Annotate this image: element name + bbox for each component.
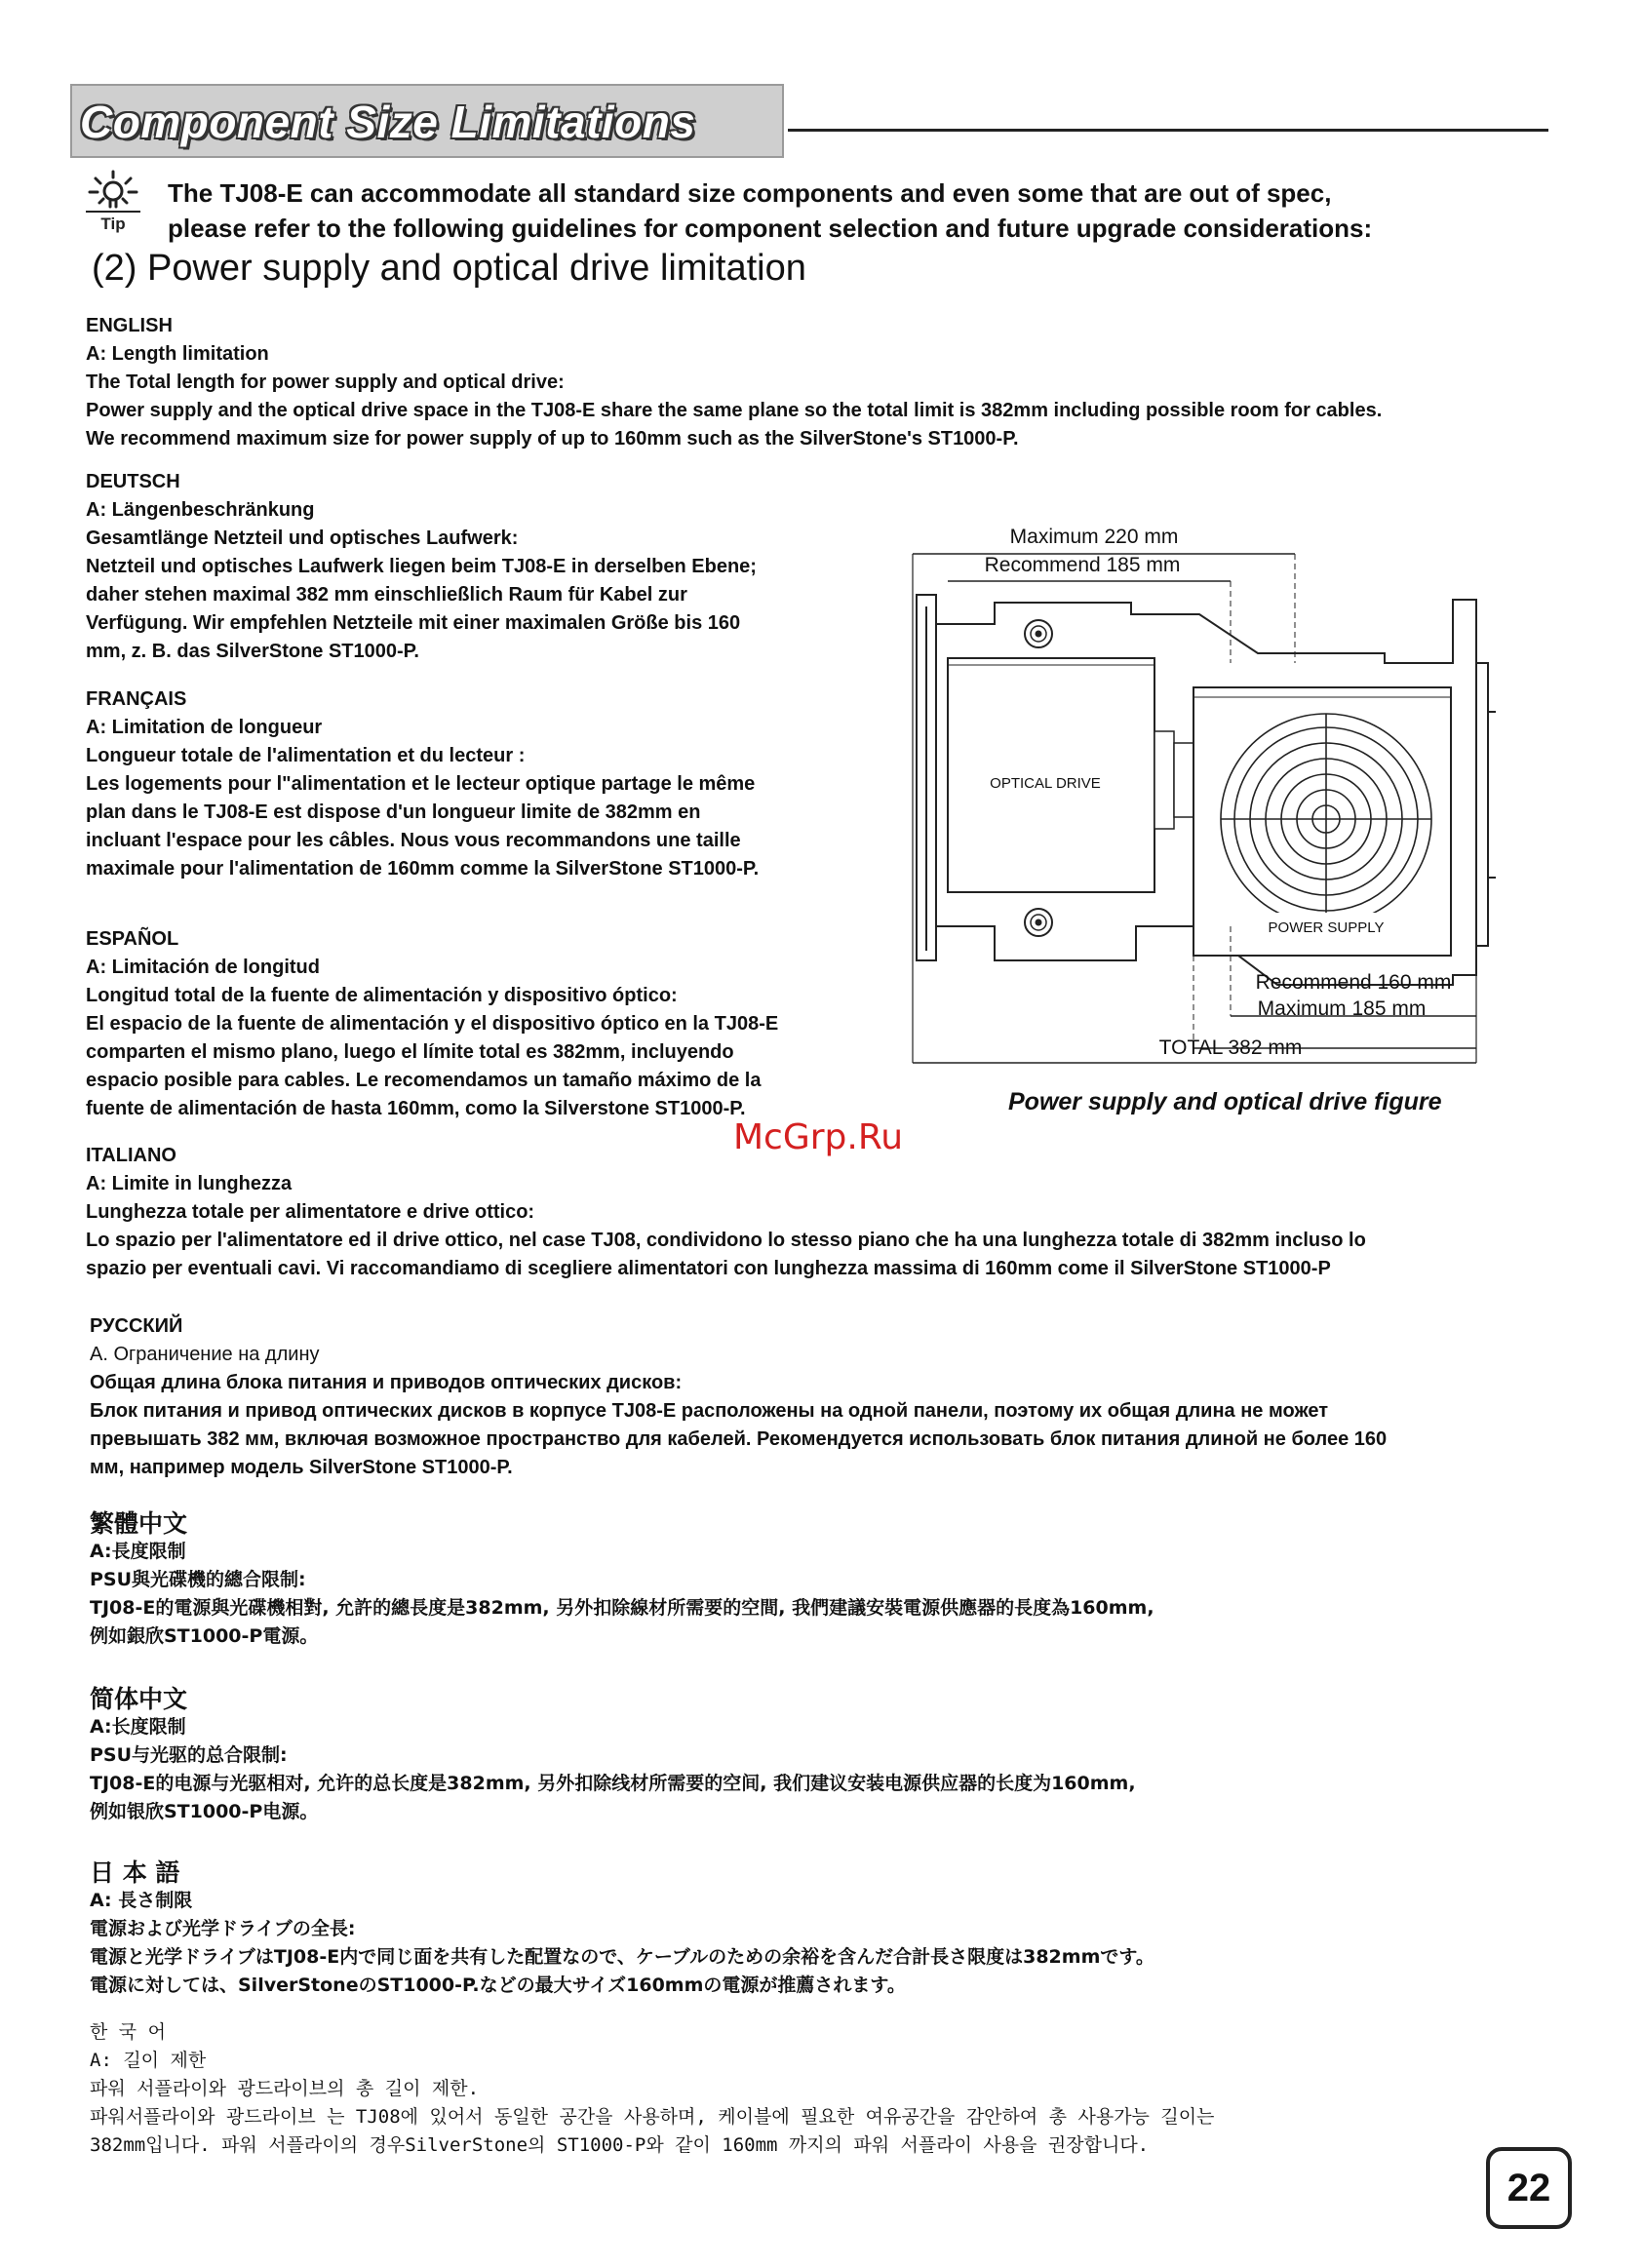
text-line: The Total length for power supply and optical drive:: [86, 371, 565, 393]
section-heading: 简体中文: [90, 1685, 188, 1713]
text-line: Les logements pour l"alimentation et le lecteur optique partage le même: [86, 773, 756, 795]
text-line: incluant l'espace pour les câbles. Nous vous recommandons une taille: [86, 830, 741, 851]
section-heading: ESPAÑOL: [86, 928, 179, 950]
text-line: plan dans le TJ08-E est dispose d'un longueur limite de 382mm en: [86, 802, 701, 823]
text-line: A: Limitation de longueur: [86, 717, 323, 738]
recommend-top-label: Recommend 185 mm: [984, 554, 1181, 576]
tip-line: please refer to the following guidelines for component selection and future upgrade considerations:: [168, 214, 1373, 243]
page-number: 22: [1486, 2147, 1572, 2229]
text-line: мм, например модель SilverStone ST1000-P.: [90, 1457, 513, 1478]
section-japanese: [90, 1858, 1572, 2000]
text-line: Verfügung. Wir empfehlen Netzteile mit einer maximalen Größe bis 160: [86, 612, 741, 634]
text-line: А. Ограничение на длину: [90, 1344, 320, 1365]
section-heading: РУССКИЙ: [90, 1315, 183, 1337]
text-line: A: Length limitation: [86, 343, 269, 365]
text-line: PSU與光碟機的總合限制:: [90, 1569, 306, 1590]
screw-icon: [1025, 620, 1052, 647]
text-line: spazio per eventuali cavi. Vi raccomandiamo di scegliere alimentatori con lunghezza massima di 160mm come il SilverStone ST1000-P: [86, 1258, 1331, 1279]
text-line: daher stehen maximal 382 mm einschließlich Raum für Kabel zur: [86, 584, 687, 606]
text-line: Netzteil und optisches Laufwerk liegen beim TJ08-E in derselben Ebene;: [86, 556, 757, 577]
text-line: comparten el mismo plano, luego el límite total es 382mm, incluyendo: [86, 1041, 734, 1063]
text-line: El espacio de la fuente de alimentación y el dispositivo óptico en la TJ08-E: [86, 1013, 779, 1035]
screw-icon: [1025, 909, 1052, 936]
section-francais: [86, 685, 866, 883]
tip-text: [168, 176, 1435, 246]
section-heading: 繁體中文: [90, 1509, 188, 1538]
text-line: PSU与光驱的总合限制:: [90, 1744, 288, 1766]
section-chinese-simplified: [90, 1685, 1572, 1826]
section-chinese-traditional: [90, 1509, 1572, 1651]
text-line: A: Limite in lunghezza: [86, 1173, 293, 1194]
text-line: превышать 382 мм, включая возможное пространство для кабелей. Рекомендуется использовать блок питания длиной не более 160: [90, 1428, 1388, 1450]
text-line: Lo spazio per l'alimentatore ed il drive ottico, nel case TJ08, condividono lo stesso piano che ha una lunghezza totale di 382mm incluso lo: [86, 1230, 1366, 1251]
text-line: A: Längenbeschränkung: [86, 499, 315, 521]
section-russian: [90, 1312, 1572, 1482]
text-line: Блок питания и привод оптических дисков в корпусе TJ08-E расположены на одной панели, поэтому их общая длина не может: [90, 1400, 1329, 1422]
text-line: fuente de alimentación de hasta 160mm, como la Silverstone ST1000-P.: [86, 1098, 746, 1119]
header-rule: [788, 129, 1548, 132]
text-line: mm, z. B. das SilverStone ST1000-P.: [86, 641, 419, 662]
recommend-bottom-label: Recommend 160 mm: [1255, 971, 1452, 994]
text-line: 파워서플라이와 광드라이브 는 TJ08에 있어서 동일한 공간을 사용하며, 케이블에 필요한 여유공간을 감안하여 총 사용가능 길이는: [90, 2106, 1215, 2128]
max-bottom-label: Maximum 185 mm: [1257, 997, 1427, 1020]
section-espanol: [86, 925, 866, 1123]
text-line: TJ08-E的電源與光碟機相對, 允許的總長度是382mm, 另外扣除線材所需要的空間, 我們建議安裝電源供應器的長度為160mm,: [90, 1597, 1154, 1619]
text-line: espacio posible para cables. Le recomendamos un tamaño máximo de la: [86, 1070, 762, 1091]
figure-caption: Power supply and optical drive figure: [1008, 1088, 1442, 1115]
text-line: We recommend maximum size for power supply of up to 160mm such as the SilverStone's ST1000-P.: [86, 428, 1019, 450]
optical-drive-label: OPTICAL DRIVE: [990, 775, 1101, 792]
section-heading: 日 本 語: [90, 1858, 180, 1887]
lightbulb-icon: [84, 168, 142, 236]
text-line: Longueur totale de l'alimentation et du lecteur :: [86, 745, 526, 766]
text-line: 電源に対しては、SilverStoneのST1000-P.などの最大サイズ160mmの電源が推薦されます。: [90, 1975, 906, 1996]
tip-line: The TJ08-E can accommodate all standard size components and even some that are out of spec,: [168, 178, 1332, 208]
page-title: Component Size Limitations: [80, 97, 696, 147]
section-heading: ITALIANO: [86, 1145, 176, 1166]
max-top-label: Maximum 220 mm: [1009, 526, 1179, 548]
total-label: TOTAL 382 mm: [1158, 1036, 1303, 1059]
text-line: A: 길이 제한: [90, 2050, 207, 2071]
section-deutsch: [86, 468, 866, 666]
text-line: A: 長さ制限: [90, 1890, 193, 1911]
watermark: McGrp.Ru: [733, 1117, 904, 1157]
text-line: A: Limitación de longitud: [86, 957, 320, 978]
text-line: Общая длина блока питания и приводов оптических дисков:: [90, 1372, 683, 1393]
text-line: 電源および光学ドライブの全長:: [90, 1918, 356, 1939]
section-heading: DEUTSCH: [86, 471, 180, 492]
section-italiano: [86, 1142, 1568, 1283]
section-title: (2) Power supply and optical drive limitation: [92, 248, 806, 289]
text-line: Lunghezza totale per alimentatore e drive ottico:: [86, 1201, 535, 1223]
text-line: TJ08-E的电源与光驱相对, 允许的总长度是382mm, 另外扣除线材所需要的空间, 我们建议安装电源供应器的长度为160mm,: [90, 1773, 1136, 1794]
text-line: Gesamtlänge Netzteil und optisches Laufwerk:: [86, 528, 519, 549]
section-heading: 한 국 어: [90, 2021, 166, 2043]
section-heading: ENGLISH: [86, 315, 173, 336]
text-line: A:长度限制: [90, 1716, 186, 1738]
psu-optical-drive-figure: [878, 517, 1560, 1092]
text-line: Power supply and the optical drive space in the TJ08-E share the same plane so the total limit is 382mm including possible room for cables.: [86, 400, 1383, 421]
text-line: maximale pour l'alimentation de 160mm comme la SilverStone ST1000-P.: [86, 858, 760, 880]
section-heading: FRANÇAIS: [86, 688, 187, 710]
section-korean: [90, 2018, 1572, 2160]
text-line: 例如银欣ST1000-P电源。: [90, 1801, 319, 1822]
section-english: [86, 312, 1568, 453]
text-line: Longitud total de la fuente de alimentación y dispositivo óptico:: [86, 985, 678, 1006]
text-line: A:長度限制: [90, 1541, 186, 1562]
power-supply-label: POWER SUPPLY: [1268, 919, 1385, 936]
tip-label: Tip: [100, 215, 126, 233]
text-line: 파워 서플라이와 광드라이브의 총 길이 제한.: [90, 2078, 480, 2099]
text-line: 例如銀欣ST1000-P電源。: [90, 1625, 319, 1647]
text-line: 382mm입니다. 파워 서플라이의 경우SilverStone의 ST1000-P와 같이 160mm 까지의 파워 서플라이 사용을 권장합니다.: [90, 2134, 1150, 2156]
text-line: 電源と光学ドライブはTJ08-E内で同じ面を共有した配置なので、ケーブルのための余裕を含んだ合計長さ限度は382mmです。: [90, 1946, 1154, 1968]
